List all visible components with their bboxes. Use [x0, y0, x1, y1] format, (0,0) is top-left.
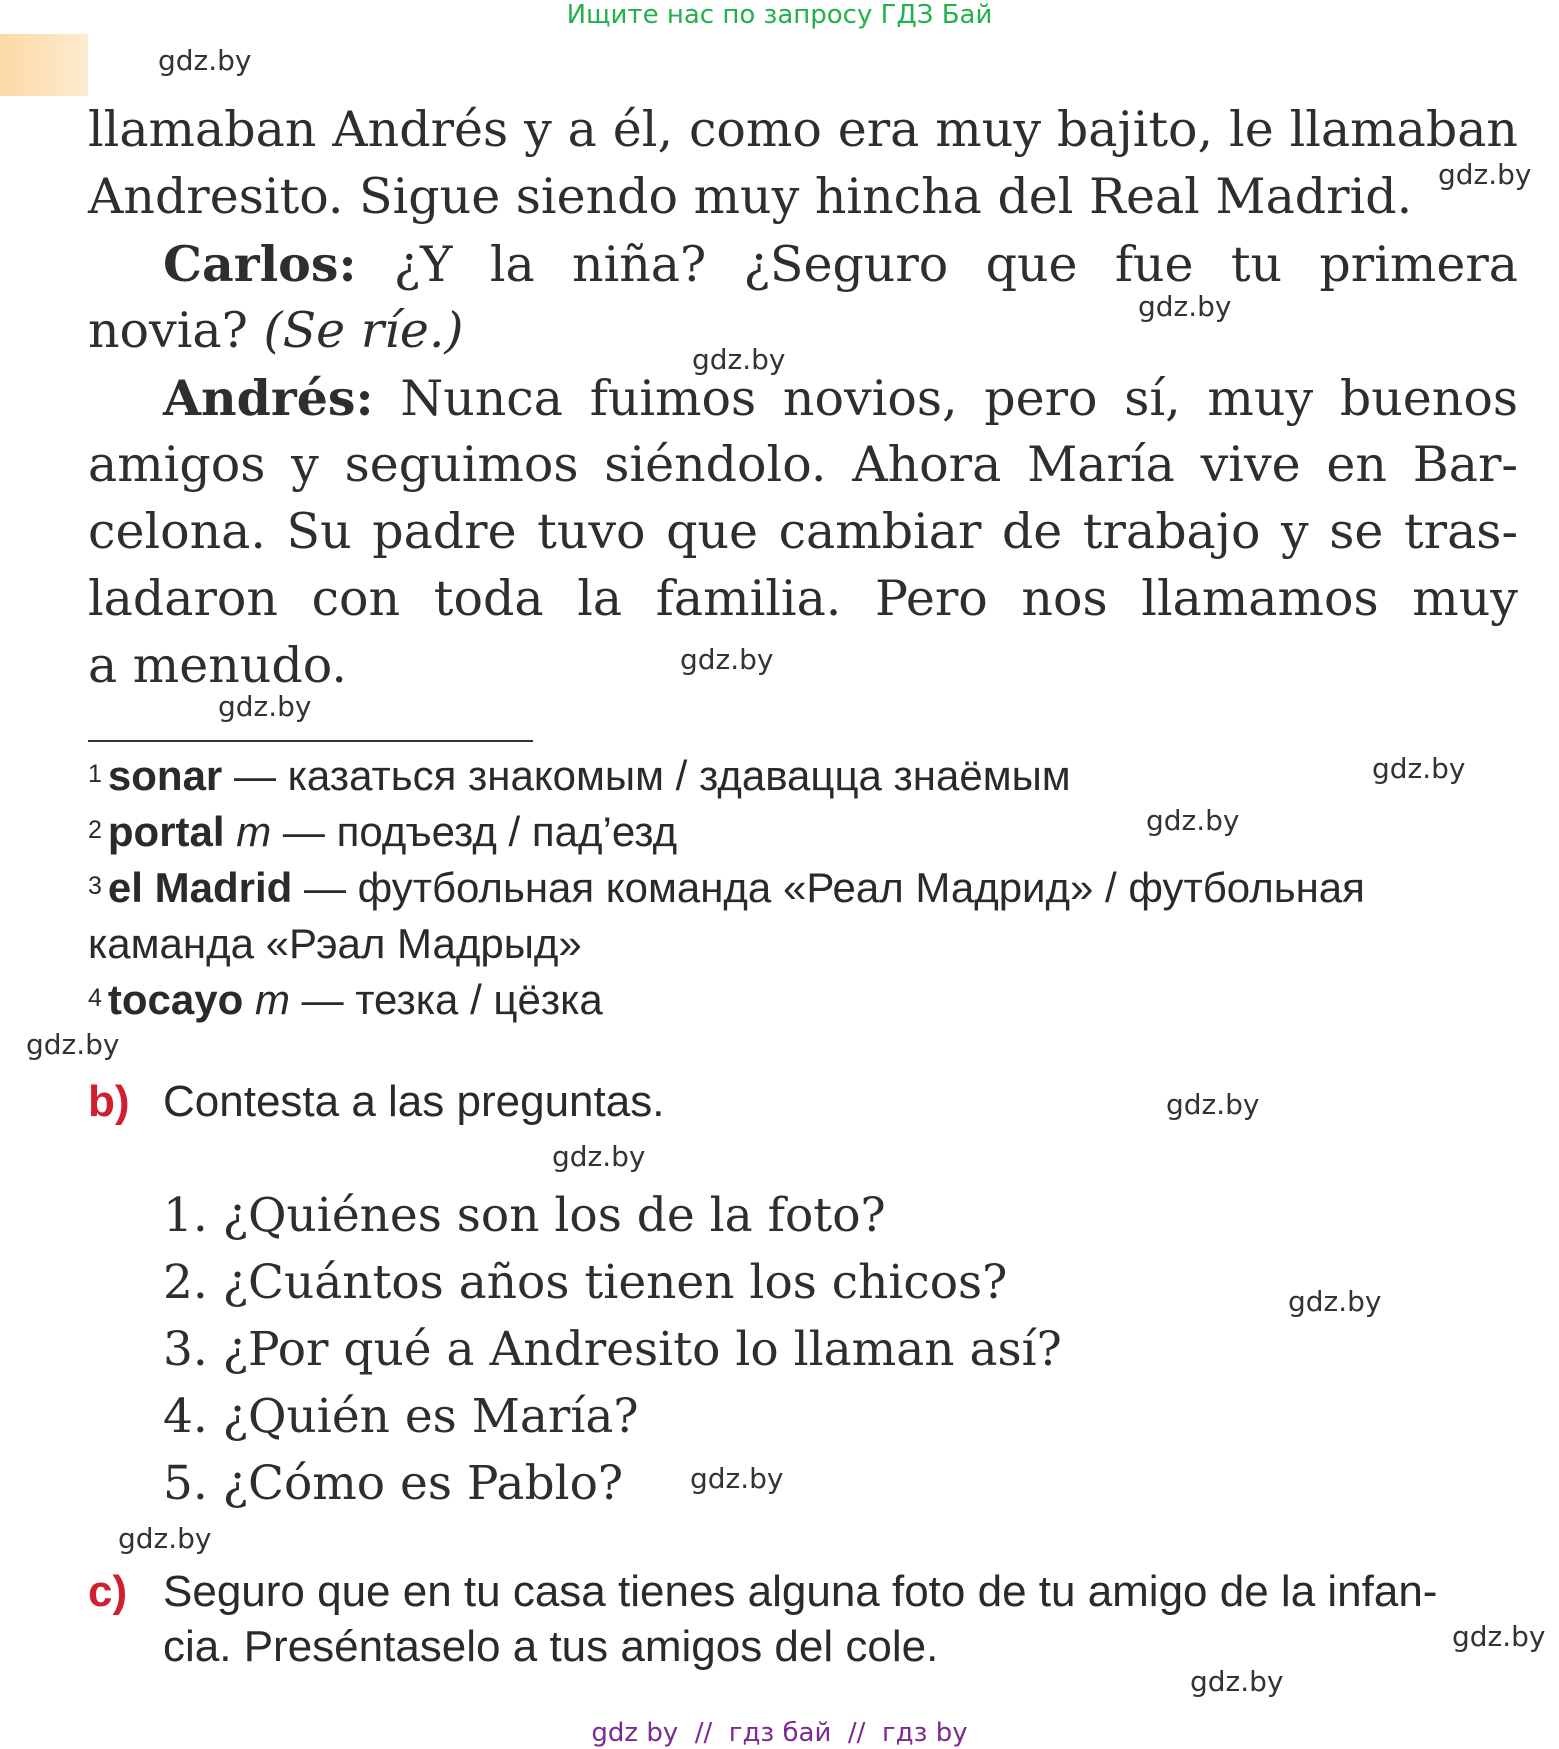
watermark: gdz.by: [158, 44, 252, 77]
footnote-divider: [88, 740, 533, 742]
watermark: gdz.by: [1452, 1620, 1546, 1653]
site-footer-links[interactable]: gdz by // гдз бай // гдз by: [591, 1718, 968, 1748]
dialogue-line: ladaron con toda la familia. Pero nos llamamos muy: [88, 570, 1518, 627]
footnote-translation: — футбольная команда «Реал Мадрид» / футбольная: [303, 864, 1365, 911]
watermark: gdz.by: [680, 643, 774, 676]
dialogue-line: amigos y seguimos siéndolo. Ahora María vive en Bar-: [88, 436, 1518, 493]
stage-direction: (Se ríe.): [263, 302, 464, 359]
task-c-text: Seguro que en tu casa tienes alguna foto de tu amigo de la infan-: [163, 1567, 1438, 1616]
dialogue-line: a menudo.: [88, 637, 347, 694]
footnote-term: el Madrid: [107, 864, 293, 911]
footnote-translation: — подъезд / пад’езд: [282, 808, 678, 855]
watermark: gdz.by: [552, 1140, 646, 1173]
question-item: 2. ¿Cuántos años tienen los chicos?: [163, 1255, 1008, 1310]
dialogue-line: Andresito. Sigue siendo muy hincha del Real Madrid.: [88, 168, 1413, 225]
watermark: gdz.by: [1372, 752, 1466, 785]
dialogue-text: Nunca fuimos novios, pero sí, muy buenos: [400, 370, 1518, 427]
watermark: gdz.by: [1146, 804, 1240, 837]
question-item: 5. ¿Cómo es Pablo?: [163, 1456, 624, 1511]
footnote-number: 1: [88, 760, 102, 788]
task-c-text: cia. Preséntaselo a tus amigos del cole.: [163, 1622, 939, 1671]
watermark: gdz.by: [26, 1028, 120, 1061]
dialogue-line: celona. Su padre tuvo que cambiar de trabajo y se tras-: [88, 503, 1518, 560]
footnote: [88, 862, 1365, 914]
watermark: gdz.by: [118, 1522, 212, 1555]
footnote-gender: m: [254, 976, 290, 1023]
watermark: gdz.by: [692, 343, 786, 376]
task-c-marker: c): [88, 1567, 128, 1616]
footnote: [88, 750, 1071, 802]
footnote-number: 2: [88, 816, 102, 844]
dialogue-text: novia?: [88, 302, 248, 359]
dialogue-text: ¿Y la niña? ¿Seguro que fue tu primera: [393, 236, 1518, 293]
footnote-term: portal: [107, 808, 225, 855]
footnote-continuation: каманда «Рэал Мадрыд»: [88, 920, 582, 967]
watermark: gdz.by: [1438, 158, 1532, 191]
footnote: [88, 806, 677, 858]
watermark: gdz.by: [218, 690, 312, 723]
dialogue-line: [88, 368, 1518, 429]
watermark: gdz.by: [1190, 1665, 1284, 1698]
footnote-gender: m: [236, 808, 272, 855]
watermark: gdz.by: [690, 1462, 784, 1495]
watermark: gdz.by: [1166, 1088, 1260, 1121]
speaker-name: Carlos:: [163, 235, 357, 293]
dialogue-line: [88, 301, 464, 361]
footnote-translation: — казаться знакомым / здавацца знаёмым: [233, 752, 1071, 799]
watermark: gdz.by: [1288, 1285, 1382, 1318]
speaker-name: Andrés:: [163, 369, 374, 427]
task-b-instruction: Contesta a las preguntas.: [163, 1077, 665, 1126]
dialogue-line: [88, 234, 1518, 295]
footnote-translation: — тезка / цёзка: [301, 976, 603, 1023]
footnote-number: 4: [88, 984, 102, 1012]
footnote: [88, 974, 603, 1026]
watermark: gdz.by: [1138, 290, 1232, 323]
question-item: 4. ¿Quién es María?: [163, 1389, 639, 1444]
question-item: 3. ¿Por qué a Andresito lo llaman así?: [163, 1322, 1062, 1377]
page-corner-tab: [0, 34, 88, 96]
dialogue-line: llamaban Andrés y a él, como era muy bajito, le llamaban: [88, 101, 1518, 158]
footnote-number: 3: [88, 872, 102, 900]
footnote-term: tocayo: [107, 976, 244, 1023]
footnote-term: sonar: [107, 752, 223, 799]
question-item: 1. ¿Quiénes son los de la foto?: [163, 1188, 886, 1243]
task-b-marker: b): [88, 1077, 130, 1126]
search-banner[interactable]: Ищите нас по запросу ГДЗ Бай: [566, 0, 993, 30]
